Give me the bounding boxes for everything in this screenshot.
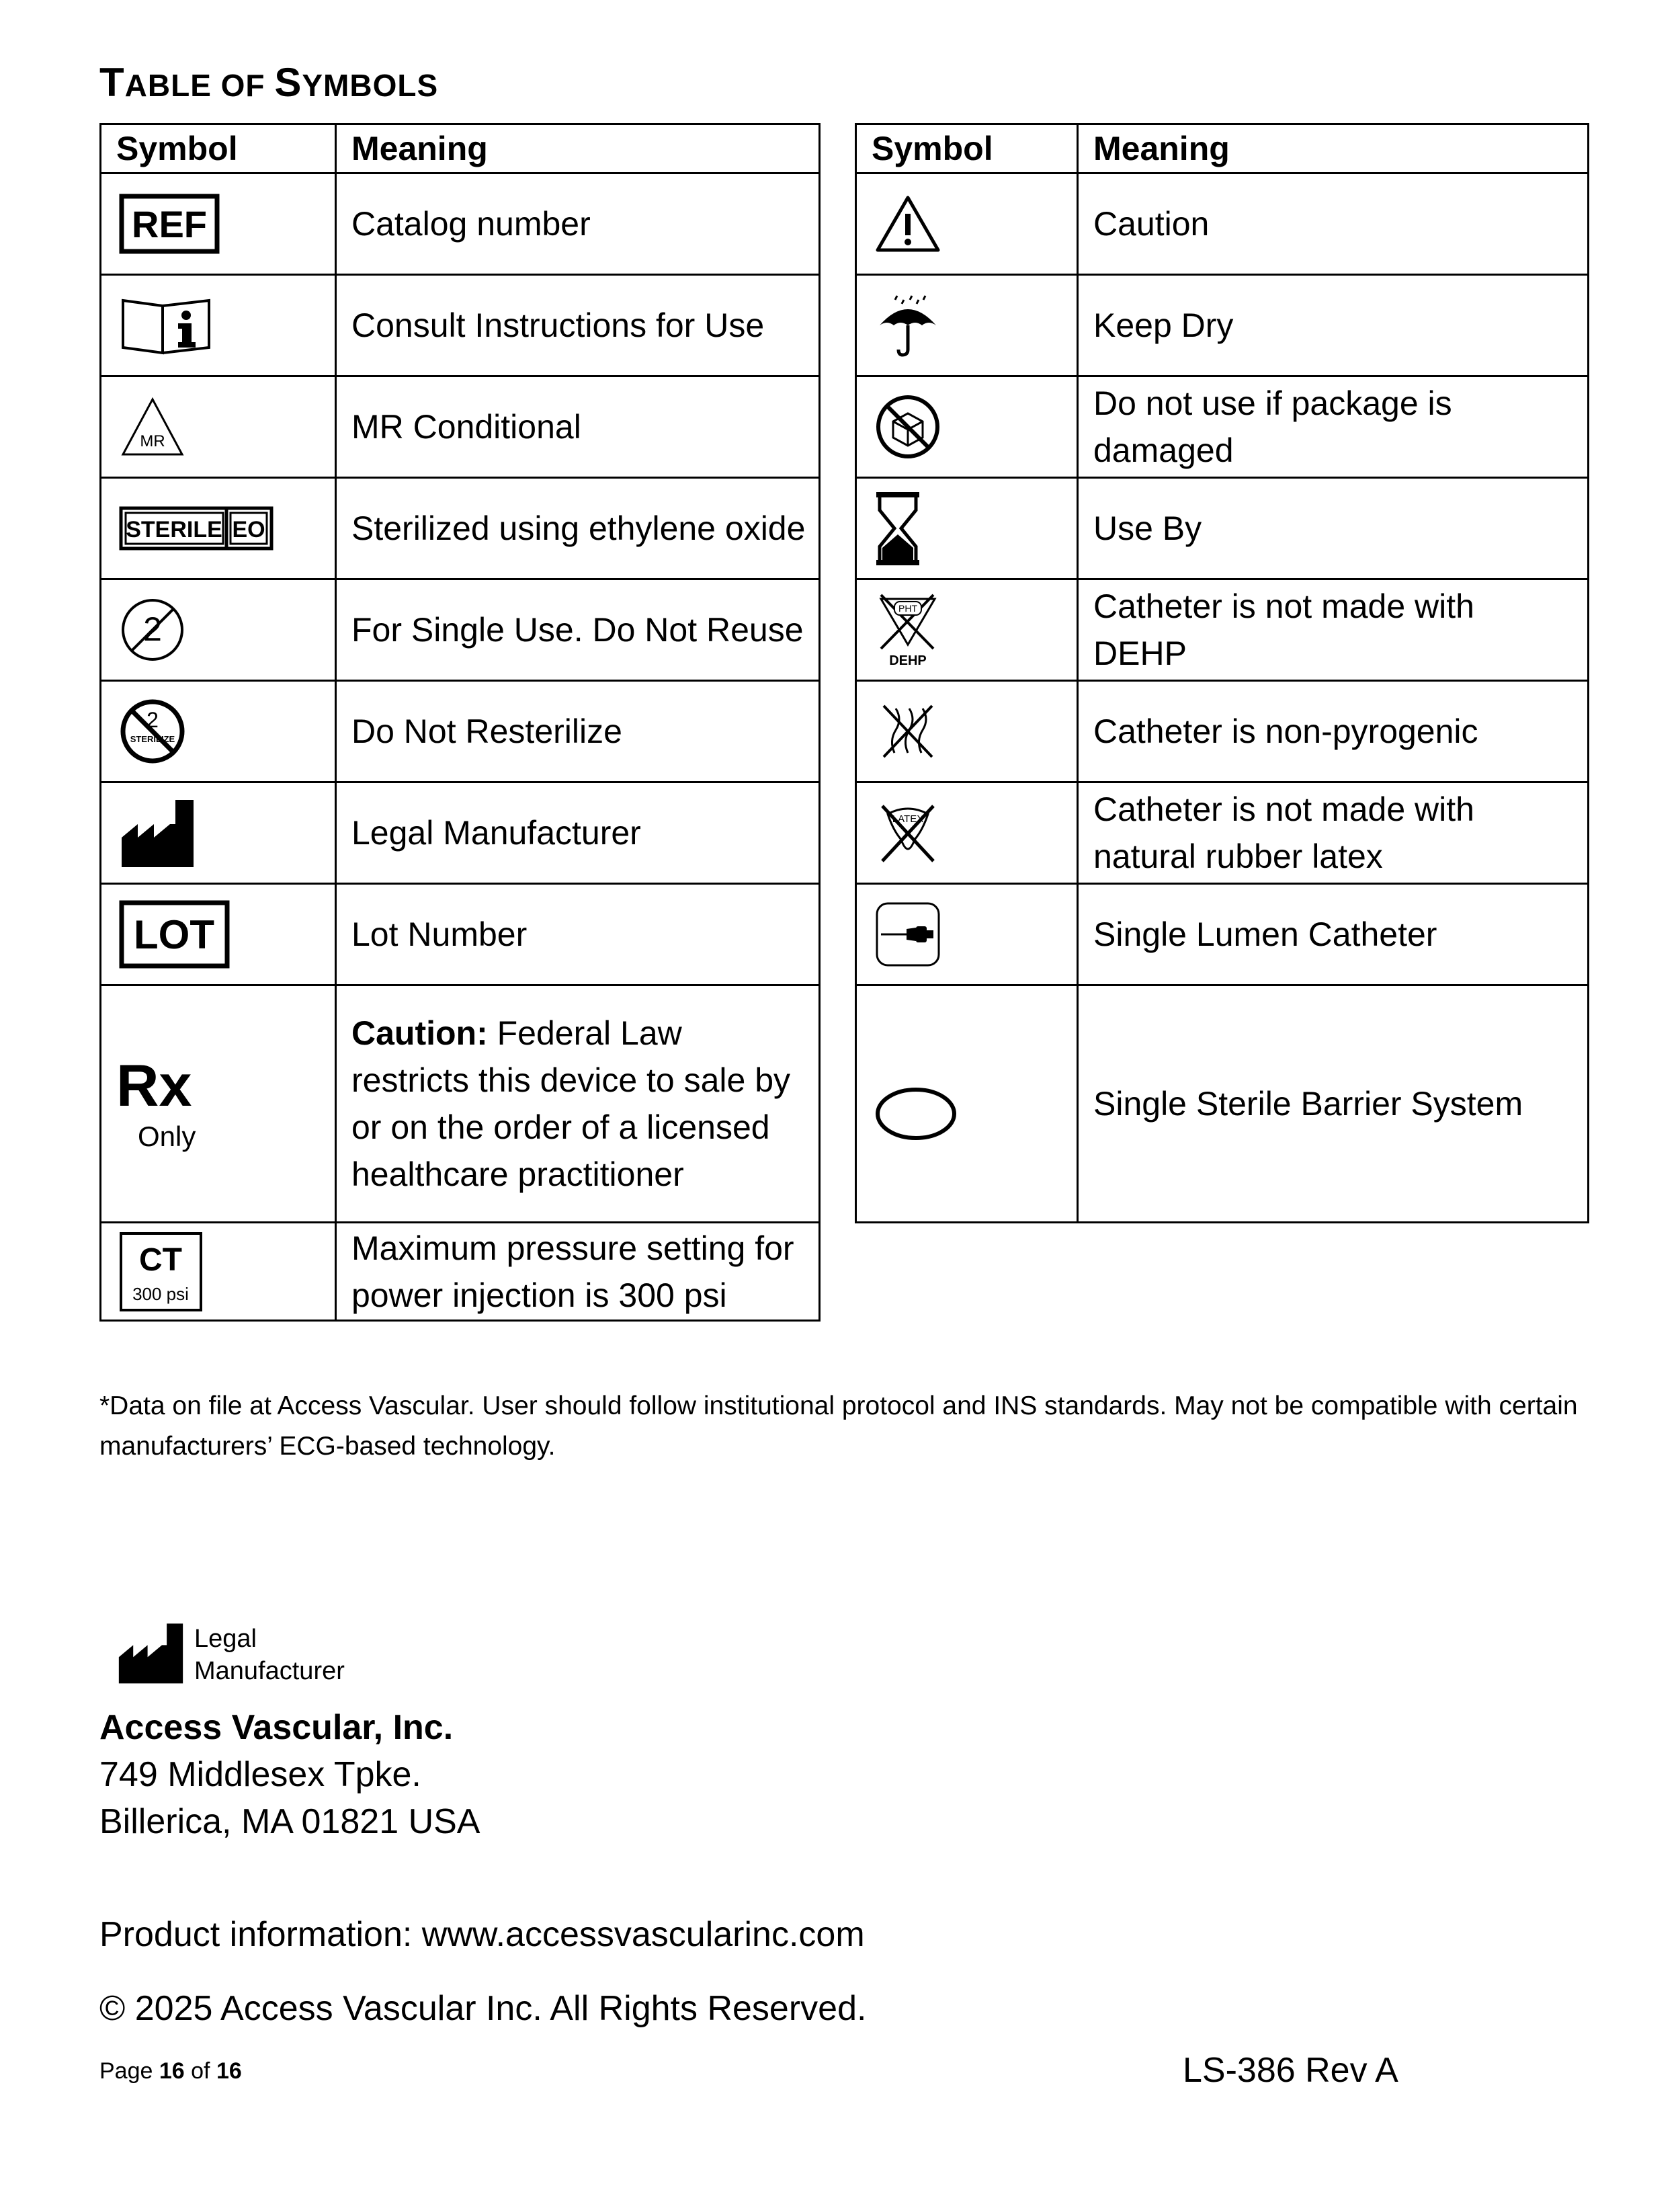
caution-icon — [874, 194, 941, 254]
symbols-table-right — [855, 123, 1589, 1223]
table-row — [856, 579, 1589, 681]
logo-label-line-2: Manufacturer — [194, 1657, 345, 1685]
lot-icon — [119, 900, 230, 969]
do-not-resterilize-icon — [119, 698, 186, 765]
header-meaning: Meaning — [1078, 124, 1589, 173]
meaning-text: Lot Number — [336, 884, 820, 985]
table-row — [856, 376, 1589, 478]
address-line-1: 749 Middlesex Tpke. — [99, 1755, 421, 1794]
svg-text:PHT: PHT — [898, 603, 917, 614]
table-row — [101, 376, 820, 478]
table-row — [856, 782, 1589, 884]
single-use-icon — [119, 596, 186, 663]
table-row — [856, 275, 1589, 376]
single-lumen-icon — [874, 901, 941, 968]
table-row — [101, 275, 820, 376]
table-row — [101, 681, 820, 782]
meaning-text: Keep Dry — [1078, 275, 1589, 376]
meaning-text: Single Sterile Barrier System — [1078, 985, 1589, 1223]
consult-ifu-icon — [119, 294, 213, 358]
table-row — [856, 478, 1589, 579]
copyright: © 2025 Access Vascular Inc. All Rights Reserved. — [99, 1989, 867, 2028]
svg-text:REF: REF — [132, 203, 207, 245]
keep-dry-icon — [874, 292, 941, 359]
meaning-text: Sterilized using ethylene oxide — [336, 478, 820, 579]
meaning-text: Consult Instructions for Use — [336, 275, 820, 376]
use-by-icon — [874, 490, 921, 567]
svg-text:STERILIZE: STERILIZE — [130, 734, 175, 744]
document-id: LS-386 Rev A — [1183, 2051, 1398, 2090]
mr-conditional-icon — [119, 395, 186, 459]
table-row — [101, 579, 820, 681]
header-symbol: Symbol — [101, 124, 336, 173]
address-line-2: Billerica, MA 01821 USA — [99, 1802, 480, 1841]
manufacturer-icon — [116, 1620, 186, 1686]
svg-text:MR: MR — [140, 432, 165, 450]
table-row — [101, 173, 820, 275]
table-row — [856, 173, 1589, 275]
svg-text:Rx: Rx — [116, 1052, 192, 1119]
svg-text:300 psi: 300 psi — [132, 1283, 189, 1304]
company-name: Access Vascular, Inc. — [99, 1708, 454, 1747]
manufacturer-icon — [119, 796, 196, 870]
svg-text:Only: Only — [138, 1121, 196, 1152]
meaning-text: Maximum pressure setting for power injection is 300 psi — [336, 1223, 820, 1321]
header-meaning: Meaning — [336, 124, 820, 173]
non-pyrogenic-icon — [874, 698, 941, 765]
meaning-text: Catheter is not made with natural rubber latex — [1078, 782, 1589, 884]
table-row — [856, 884, 1589, 985]
table-row — [856, 985, 1589, 1223]
svg-text:CT: CT — [139, 1242, 182, 1278]
company-address — [99, 1704, 480, 1845]
table-row — [101, 1223, 820, 1321]
svg-text:STERILE: STERILE — [126, 517, 222, 542]
table-row — [101, 782, 820, 884]
meaning-text: Single Lumen Catheter — [1078, 884, 1589, 985]
svg-text:LATEX: LATEX — [892, 813, 924, 825]
svg-text:DEHP: DEHP — [889, 653, 927, 668]
logo-label-line-1: Legal — [194, 1625, 257, 1653]
sterile-eo-icon — [119, 506, 274, 551]
page-number: Page 16 of 16 — [99, 2058, 242, 2084]
sterile-barrier-icon — [874, 1080, 962, 1147]
no-dehp-icon — [874, 590, 941, 670]
meaning-text: Legal Manufacturer — [336, 782, 820, 884]
meaning-text: Catheter is not made with DEHP — [1078, 579, 1589, 681]
meaning-text: Do Not Resterilize — [336, 681, 820, 782]
ref-icon — [119, 194, 220, 254]
meaning-text: For Single Use. Do Not Reuse — [336, 579, 820, 681]
page-title: TABLE OF SYMBOLS — [99, 60, 439, 105]
svg-text:2: 2 — [143, 610, 162, 648]
footnote: *Data on file at Access Vascular. User should follow institutional protocol and INS standards. May not be compatible with certain manufacturers’ ECG-based technology. — [99, 1391, 1578, 1461]
meaning-text: Caution — [1078, 173, 1589, 275]
table-row — [101, 884, 820, 985]
header-symbol: Symbol — [856, 124, 1078, 173]
meaning-text: Caution: Federal Law restricts this device to sale by or on the order of a licensed healthcare practitioner — [336, 985, 820, 1223]
svg-text:EO: EO — [232, 517, 265, 542]
ct-300psi-icon — [119, 1231, 203, 1312]
table-row — [101, 985, 820, 1223]
meaning-text: MR Conditional — [336, 376, 820, 478]
meaning-text: Use By — [1078, 478, 1589, 579]
meaning-text: Catheter is non-pyrogenic — [1078, 681, 1589, 782]
table-row — [856, 681, 1589, 782]
damaged-package-icon — [874, 393, 941, 460]
product-info: Product information: www.accessvascularinc.com — [99, 1915, 865, 1954]
table-row — [101, 478, 820, 579]
symbols-table-left — [99, 123, 821, 1322]
svg-text:LOT: LOT — [134, 912, 214, 957]
svg-text:2: 2 — [146, 708, 159, 732]
no-latex-icon — [874, 799, 941, 866]
rx-only-icon — [115, 1047, 216, 1161]
legal-manufacturer-logo — [116, 1620, 345, 1686]
meaning-text: Catalog number — [336, 173, 820, 275]
meaning-text: Do not use if package is damaged — [1078, 376, 1589, 478]
